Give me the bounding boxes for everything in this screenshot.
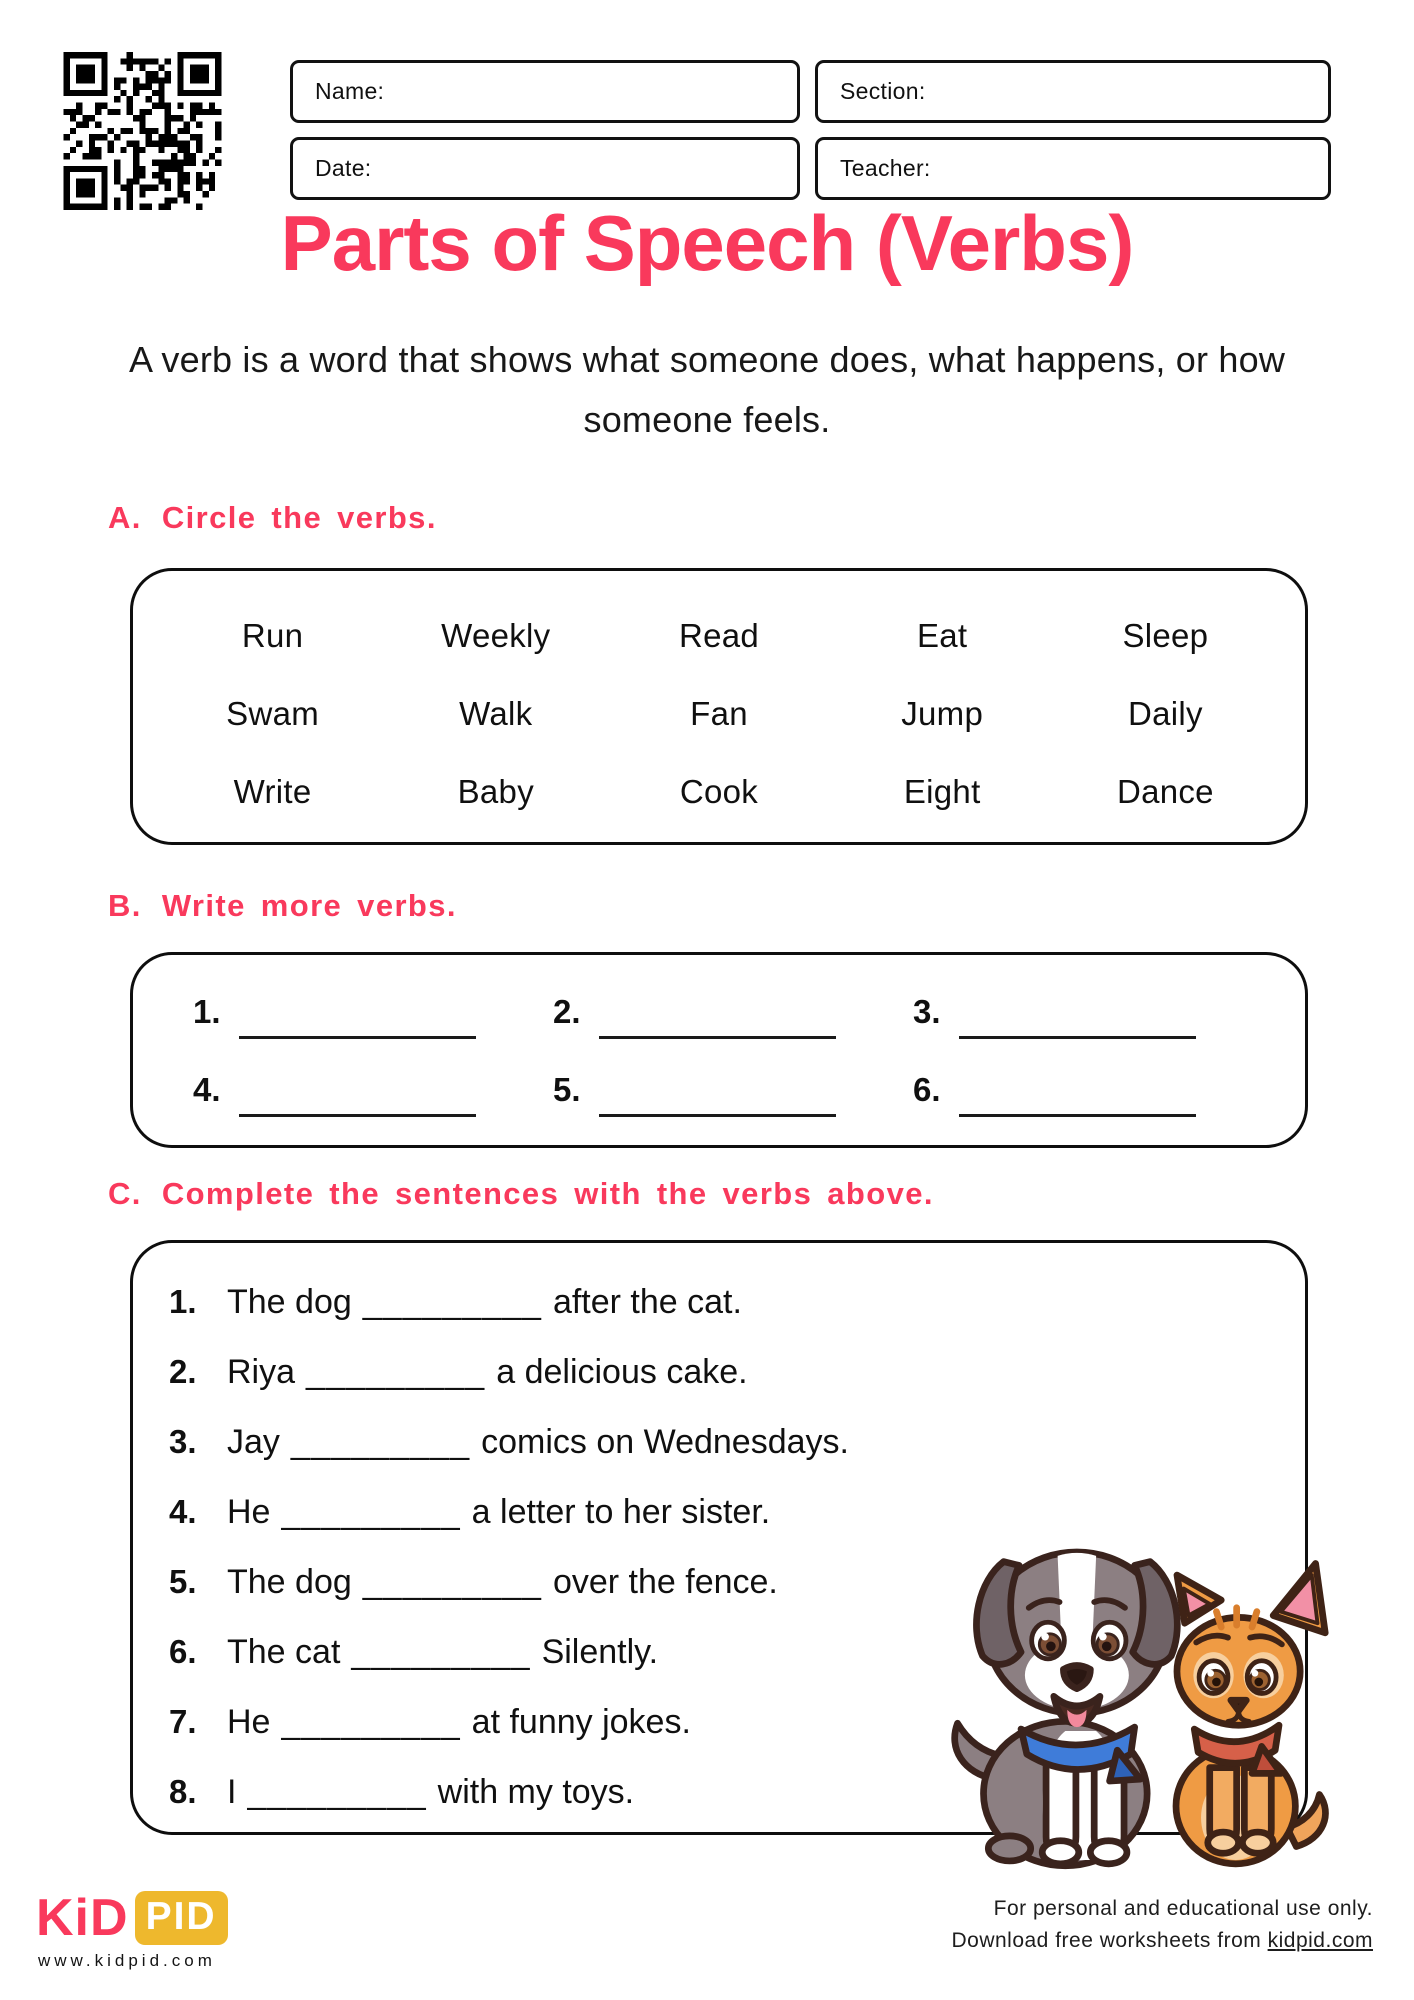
footer-line2-text: Download free worksheets from <box>951 1928 1268 1952</box>
section-c-heading-text: Complete the sentences with the verbs above. <box>161 1176 934 1211</box>
word-option[interactable]: Read <box>678 617 760 654</box>
answer-line[interactable] <box>959 994 1196 1039</box>
word-option[interactable]: Jump <box>901 695 984 732</box>
sentence-text: The cat <box>227 1632 341 1671</box>
sentence-blank[interactable]: _________ <box>281 1492 461 1531</box>
name-label: Name: <box>315 78 385 104</box>
intro-text: A verb is a word that shows what someone does, what happens, or how someone feels. <box>128 339 1286 441</box>
qr-code-icon <box>60 52 225 210</box>
section-c-heading <box>108 1176 934 1212</box>
sentence-text: The dog <box>227 1282 352 1321</box>
word-option[interactable]: Swam <box>226 695 320 732</box>
word-option[interactable]: Run <box>241 617 304 654</box>
sentence-text: Silently. <box>541 1632 659 1671</box>
sentence-text: The dog <box>227 1562 352 1601</box>
word-option[interactable]: Dance <box>1116 773 1214 810</box>
sentence-text: Jay <box>227 1422 280 1461</box>
section-b-heading-text: Write more verbs. <box>161 888 457 923</box>
sentence-text: comics on Wednesdays. <box>481 1422 849 1461</box>
footer-note <box>951 1893 1373 1956</box>
word-bank-box <box>130 568 1308 845</box>
item-number: 5. <box>553 1071 581 1108</box>
answer-line[interactable] <box>959 1072 1196 1117</box>
answer-line[interactable] <box>599 1072 836 1117</box>
section-a-label: A. <box>108 500 142 535</box>
page-title: Parts of Speech (Verbs) <box>280 199 1134 287</box>
sentence-row <box>169 1337 1305 1407</box>
date-label: Date: <box>315 155 372 181</box>
sentence-text: He <box>227 1492 271 1531</box>
write-verbs-grid <box>133 955 1305 1117</box>
word-option[interactable]: Walk <box>459 695 533 732</box>
write-verb-item <box>193 1071 553 1117</box>
section-field[interactable] <box>815 60 1331 123</box>
dog-and-cat-illustration <box>900 1500 1350 1885</box>
answer-line[interactable] <box>239 994 476 1039</box>
sentence-blank[interactable]: _________ <box>351 1632 531 1671</box>
answer-line[interactable] <box>599 994 836 1039</box>
item-number: 4. <box>193 1071 221 1108</box>
write-verbs-box <box>130 952 1308 1148</box>
footer-line1: For personal and educational use only. <box>993 1897 1373 1920</box>
section-a-heading <box>108 500 437 536</box>
word-option[interactable]: Cook <box>679 773 759 810</box>
sentence-text: with my toys. <box>437 1772 635 1811</box>
sentence-text: a letter to her sister. <box>471 1492 771 1531</box>
teacher-field[interactable] <box>815 137 1331 200</box>
word-option[interactable]: Fan <box>690 695 748 732</box>
sentence-text: after the cat. <box>552 1282 742 1321</box>
word-option[interactable]: Sleep <box>1122 617 1209 654</box>
sentence-text: He <box>227 1702 271 1741</box>
section-b-heading <box>108 888 457 924</box>
item-number: 2. <box>553 993 581 1030</box>
section-label: Section: <box>840 78 926 104</box>
sentence-blank[interactable]: _________ <box>281 1702 461 1741</box>
section-c-label: C. <box>108 1176 142 1211</box>
sentence-number: 6. <box>169 1633 197 1670</box>
write-verb-item <box>913 993 1305 1039</box>
footer-line2 <box>951 1925 1373 1957</box>
write-verb-item <box>553 1071 913 1117</box>
item-number: 6. <box>913 1071 941 1108</box>
sentence-blank[interactable]: _________ <box>362 1562 542 1601</box>
sentence-blank[interactable]: _________ <box>290 1422 471 1461</box>
section-a-heading-text: Circle the verbs. <box>161 500 437 535</box>
sentence-number: 2. <box>169 1353 197 1390</box>
sentence-text: Riya <box>227 1352 296 1391</box>
write-verb-item <box>553 993 913 1039</box>
sentence-text: I <box>227 1772 237 1811</box>
sentence-blank[interactable]: _________ <box>306 1352 486 1391</box>
word-option[interactable]: Daily <box>1127 695 1203 732</box>
answer-line[interactable] <box>239 1072 476 1117</box>
sentence-number: 3. <box>169 1423 197 1460</box>
section-b-label: B. <box>108 888 142 923</box>
sentence-number: 1. <box>169 1283 197 1320</box>
word-option[interactable]: Weekly <box>441 617 551 654</box>
sentence-text: at funny jokes. <box>471 1702 691 1741</box>
sentence-number: 7. <box>169 1703 197 1740</box>
word-option[interactable]: Write <box>233 773 312 810</box>
sentence-row <box>169 1407 1305 1477</box>
sentence-text: over the fence. <box>552 1562 778 1601</box>
sentence-row <box>169 1267 1305 1337</box>
sentence-number: 5. <box>169 1563 197 1600</box>
sentence-blank[interactable]: _________ <box>247 1772 427 1811</box>
sentence-number: 8. <box>169 1773 197 1810</box>
item-number: 1. <box>193 993 221 1030</box>
website-url: www.kidpid.com <box>38 1951 216 1970</box>
write-verb-item <box>913 1071 1305 1117</box>
sentence-blank[interactable]: _________ <box>362 1282 542 1321</box>
sentence-number: 4. <box>169 1493 197 1530</box>
logo-kid-text: KiD <box>36 1889 129 1947</box>
teacher-label: Teacher: <box>840 155 931 181</box>
write-verb-item <box>193 993 553 1039</box>
logo-pid-badge: PID <box>135 1891 228 1945</box>
word-option[interactable]: Baby <box>457 773 534 810</box>
word-option[interactable]: Eat <box>916 617 968 654</box>
sentence-text: a delicious cake. <box>496 1352 748 1391</box>
date-field[interactable] <box>290 137 800 200</box>
word-option[interactable]: Eight <box>903 773 981 810</box>
item-number: 3. <box>913 993 941 1030</box>
kidpid-link[interactable]: kidpid.com <box>1267 1928 1373 1952</box>
name-field[interactable] <box>290 60 800 123</box>
kidpid-logo <box>36 1888 228 1948</box>
word-grid <box>133 571 1305 831</box>
